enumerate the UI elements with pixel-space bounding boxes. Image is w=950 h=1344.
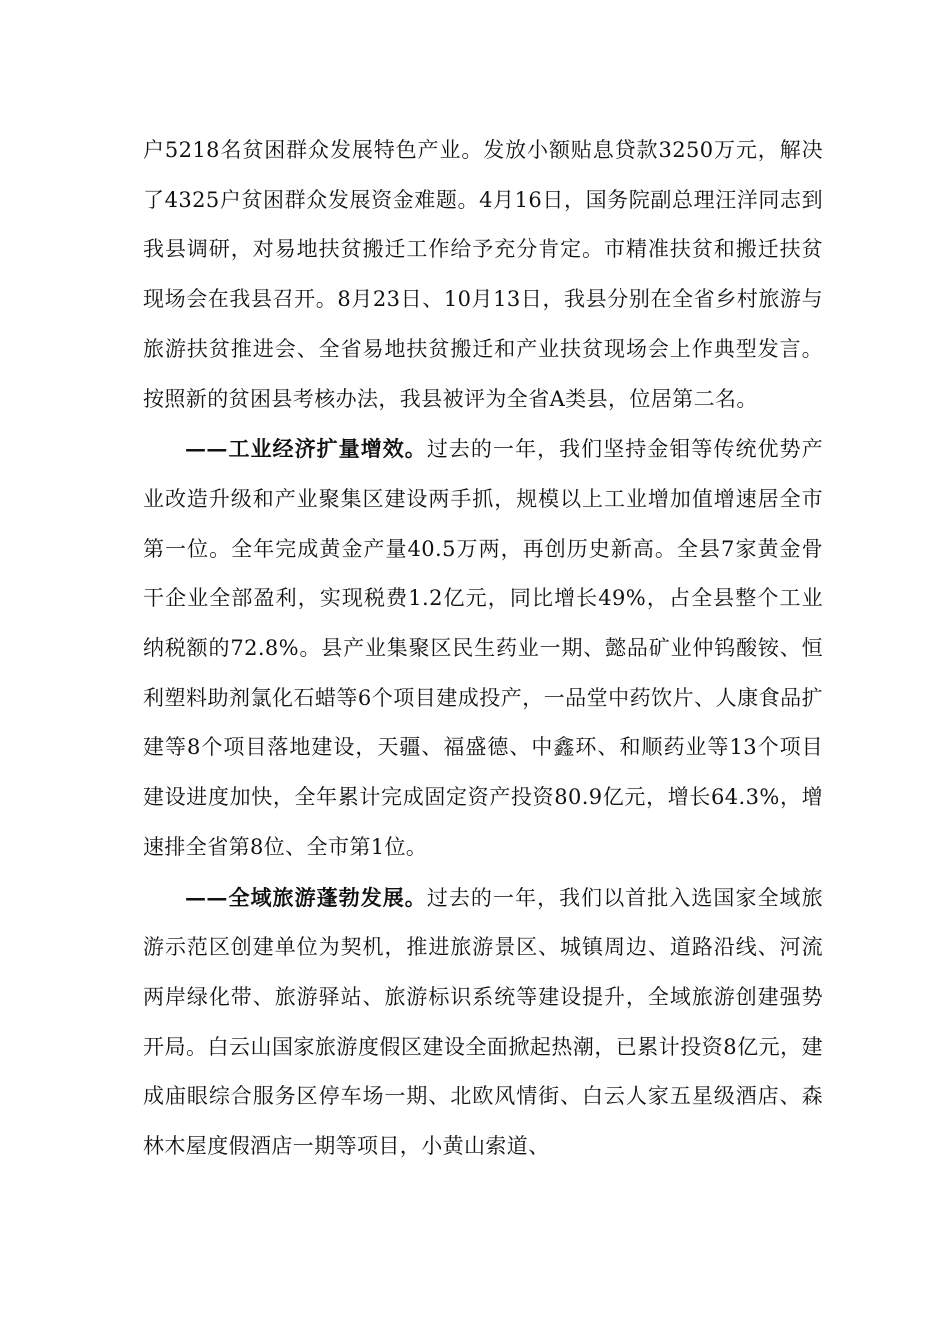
paragraph-poverty-alleviation: [143, 126, 823, 424]
section-heading-tourism-development: ——全域旅游蓬勃发展。: [185, 884, 427, 910]
paragraph-industrial-economy: [143, 424, 823, 872]
paragraph-tourism-development: [143, 873, 823, 1172]
section-heading-industrial-economy: ——工业经济扩量增效。: [185, 436, 427, 462]
document-body: [143, 126, 823, 1172]
paragraph-text: 户5218名贫困群众发展特色产业。发放小额贴息贷款3250万元，解决了4325户贫困群众发展资金难题。4月16日，国务院副总理汪洋同志到我县调研，对易地扶贫搬迁工作给予充分肯定。市精准扶贫和搬迁扶贫现场会在我县召开。8月23日、10月13日，我县分别在全省乡村旅游与旅游扶贫推进会、全省易地扶贫搬迁和产业扶贫现场会上作典型发言。按照新的贫困县考核办法，我县被评为全省A类县，位居第二名。: [143, 138, 823, 411]
paragraph-text: 过去的一年，我们以首批入选国家全域旅游示范区创建单位为契机，推进旅游景区、城镇周边、道路沿线、河流两岸绿化带、旅游驿站、旅游标识系统等建设提升，全域旅游创建强势开局。白云山国家旅游度假区建设全面掀起热潮，已累计投资8亿元，建成庙眼综合服务区停车场一期、北欧风情街、白云人家五星级酒店、森林木屋度假酒店一期等项目，小黄山索道、: [143, 885, 823, 1159]
paragraph-text: 过去的一年，我们坚持金钼等传统优势产业改造升级和产业聚集区建设两手抓，规模以上工业增加值增速居全市第一位。全年完成黄金产量40.5万两，再创历史新高。全县7家黄金骨干企业全部盈利，实现税费1.2亿元，同比增长49%，占全县整个工业纳税额的72.8%。县产业集聚区民生药业一期、懿品矿业仲钨酸铵、恒利塑料助剂氯化石蜡等6个项目建成投产，一品堂中药饮片、人康食品扩建等8个项目落地建设，天疆、福盛德、中鑫环、和顺药业等13个项目建设进度加快，全年累计完成固定资产投资80.9亿元，增长64.3%，增速排全省第8位、全市第1位。: [143, 437, 823, 859]
